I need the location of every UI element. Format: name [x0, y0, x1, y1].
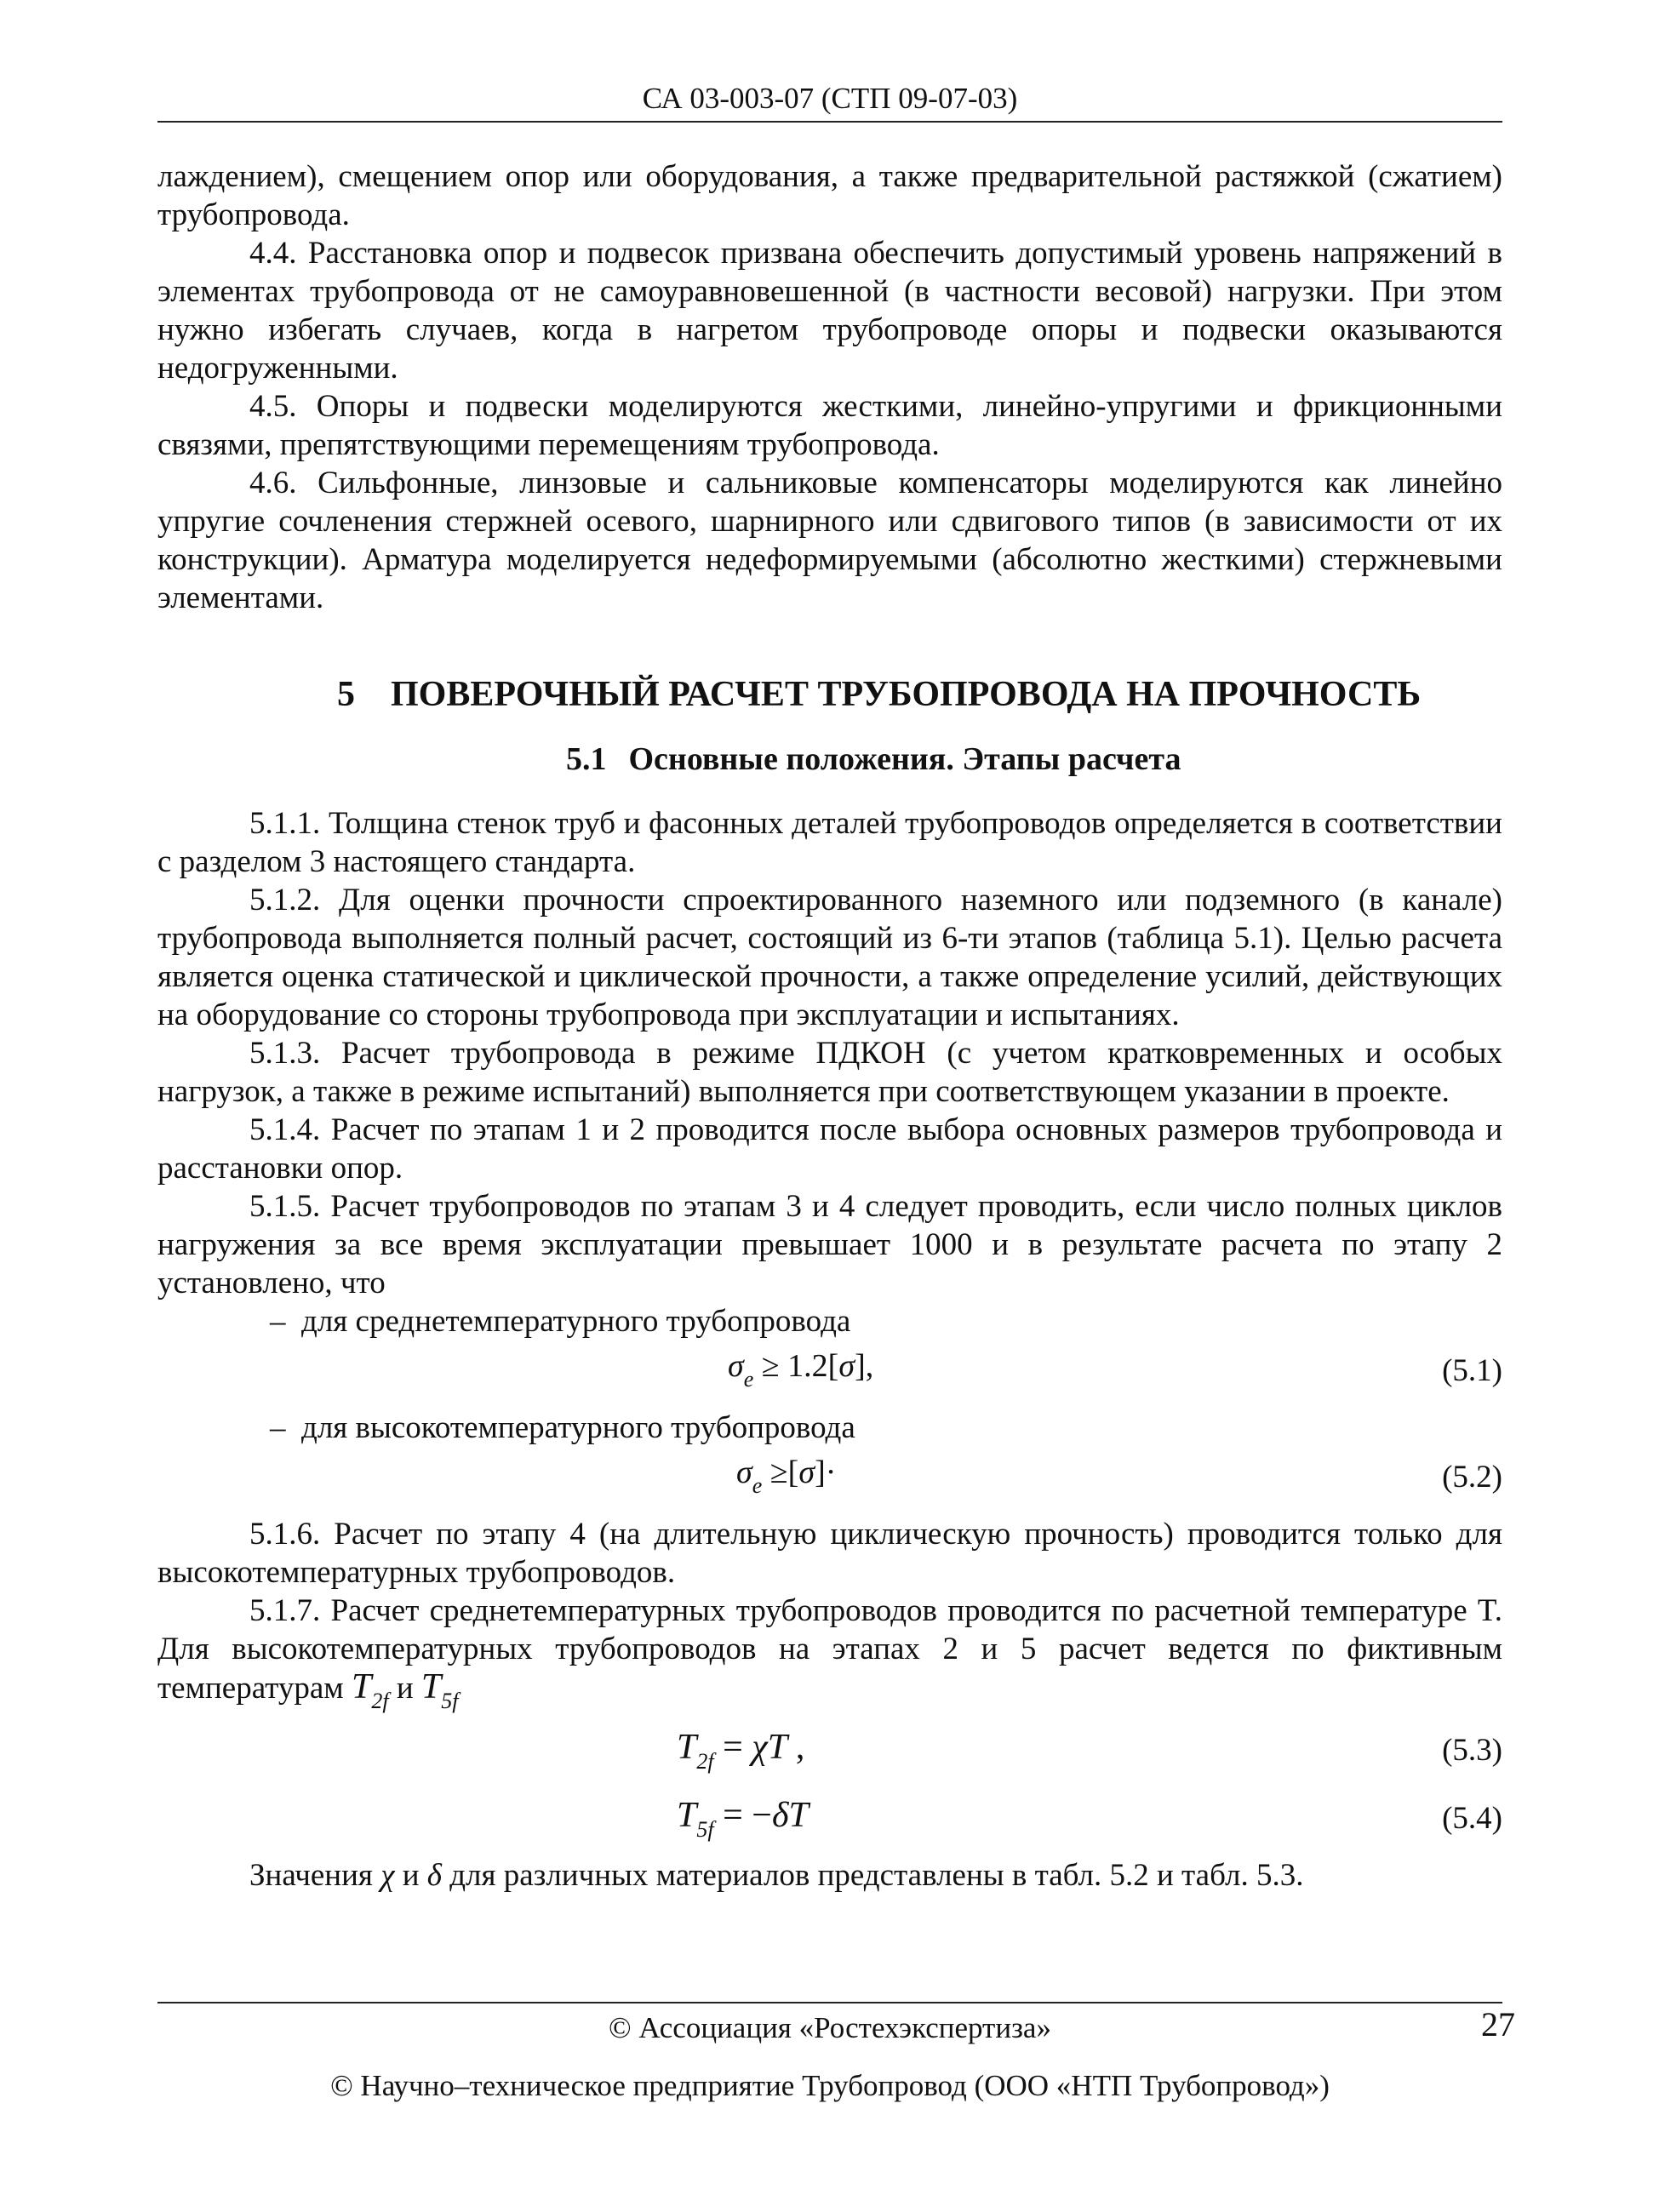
- footer-association: © Ассоциация «Ростехэкспертиза»: [609, 2011, 1051, 2044]
- formula-5-3-expression: $T_{2f} = \chi T$ ,: [677, 1728, 805, 1774]
- paragraph-4-4: 4.4. Расстановка опор и подвесок призвана обеспечить допустимый уровень напряжений в элементах трубопровода от не самоуравновешенной (в частности весовой) нагрузки. При этом нужно избегать случаев, когда в нагретом трубопроводе опоры и подвески оказываются недогруженными.: [157, 236, 1502, 386]
- subsection-heading: [157, 740, 1502, 779]
- formula-5-2-number: (5.2): [1442, 1460, 1502, 1495]
- footer-divider: [157, 2002, 1502, 2003]
- paragraph-4-5: 4.5. Опоры и подвески моделируются жесткими, линейно-упругими и фрикционными связями, препятствующими перемещениям трубопровода.: [157, 389, 1502, 462]
- list-item-high-temp: – для высокотемпературного трубопровода: [270, 1410, 855, 1445]
- paragraph-5-1-2: 5.1.2. Для оценки прочности спроектированного наземного или подземного (в канале) трубопровода выполняется полный расчет, состоящий из 6-ти этапов (таблица 5.1). Целью расчета является оценка статической и циклической прочности, а также определение усилий, действующих на оборудование со стороны трубопровода при эксплуатации и испытаниях.: [157, 883, 1502, 1032]
- footer-company: © Научно–техническое предприятие Трубопровод (ООО «НТП Трубопровод»): [330, 2069, 1330, 2102]
- paragraph-5-1-6: 5.1.6. Расчет по этапу 4 (на длительную циклическую прочность) проводится только для высокотемпературных трубопроводов.: [157, 1517, 1502, 1590]
- page-number: 27: [1481, 2005, 1515, 2043]
- section-title: ПОВЕРОЧНЫЙ РАСЧЕТ ТРУБОПРОВОДА НА ПРОЧНОСТЬ: [391, 675, 1422, 714]
- paragraph-5-1-4: 5.1.4. Расчет по этапам 1 и 2 проводится после выбора основных размеров трубопровода и расстановки опор.: [157, 1112, 1502, 1186]
- formula-5-4: [157, 1788, 1502, 1856]
- section-heading: [157, 673, 1502, 716]
- formula-5-1: [157, 1340, 1502, 1409]
- page-body: [157, 157, 1502, 1895]
- paragraph-5-1-7: 5.1.7. Расчет среднетемпературных трубопроводов проводится по расчетной температуре T. Для высокотемпературных трубопроводов на этапах 2 и 5 расчет ведется по фиктивным температурам $T_{2f}$ и $T_{5f}$: [157, 1593, 1502, 1713]
- section-number: 5: [337, 675, 355, 714]
- formula-5-3-number: (5.3): [1442, 1733, 1502, 1768]
- subsection-title: Основные положения. Этапы расчета: [628, 741, 1181, 777]
- formula-5-4-expression: $T_{5f} = -\delta T$: [677, 1796, 809, 1842]
- paragraph-4-6: 4.6. Сильфонные, линзовые и сальниковые компенсаторы моделируются как линейно упругие сочленения стержней осевого, шарнирного или сдвигового типов (в зависимости от их конструкции). Арматура моделируется недеформируемыми (абсолютно жесткими) стержневыми элементами.: [157, 466, 1502, 615]
- formula-5-2: [157, 1447, 1502, 1515]
- paragraph-5-1-5: 5.1.5. Расчет трубопроводов по этапам 3 и 4 следует проводить, если число полных циклов нагружения за все время эксплуатации превышает 1000 и в результате расчета по этапу 2 установлено, что: [157, 1189, 1502, 1300]
- paragraph-5-1-3: 5.1.3. Расчет трубопровода в режиме ПДКОН (с учетом кратковременных и особых нагрузок, а также в режиме испытаний) выполняется при соответствующем указании в проекте.: [157, 1036, 1502, 1109]
- page-header: СА 03-003-07 (СТП 09-07-03): [642, 82, 1018, 115]
- list-item-medium-temp: – для среднетемпературного трубопровода: [270, 1304, 851, 1339]
- formula-5-2-expression: $\sigma_e \ge[\sigma]\cdot$: [736, 1455, 837, 1498]
- paragraph-values: Значения χ и δ для различных материалов представлены в табл. 5.2 и табл. 5.3.: [249, 1858, 1304, 1893]
- formula-5-1-expression: $\sigma_e \ge 1.2[\sigma]$,: [728, 1348, 874, 1392]
- formula-5-1-number: (5.1): [1442, 1353, 1502, 1388]
- paragraph-5-1-1: 5.1.1. Толщина стенок труб и фасонных деталей трубопроводов определяется в соответствии с разделом 3 настоящего стандарта.: [157, 806, 1502, 879]
- formula-5-4-number: (5.4): [1442, 1801, 1502, 1836]
- subsection-number: 5.1: [566, 741, 607, 777]
- formula-5-3: [157, 1720, 1502, 1788]
- paragraph-continuation: лаждением), смещением опор или оборудования, а также предварительной растяжкой (сжатием) трубопровода.: [157, 159, 1502, 232]
- header-divider: [157, 121, 1502, 123]
